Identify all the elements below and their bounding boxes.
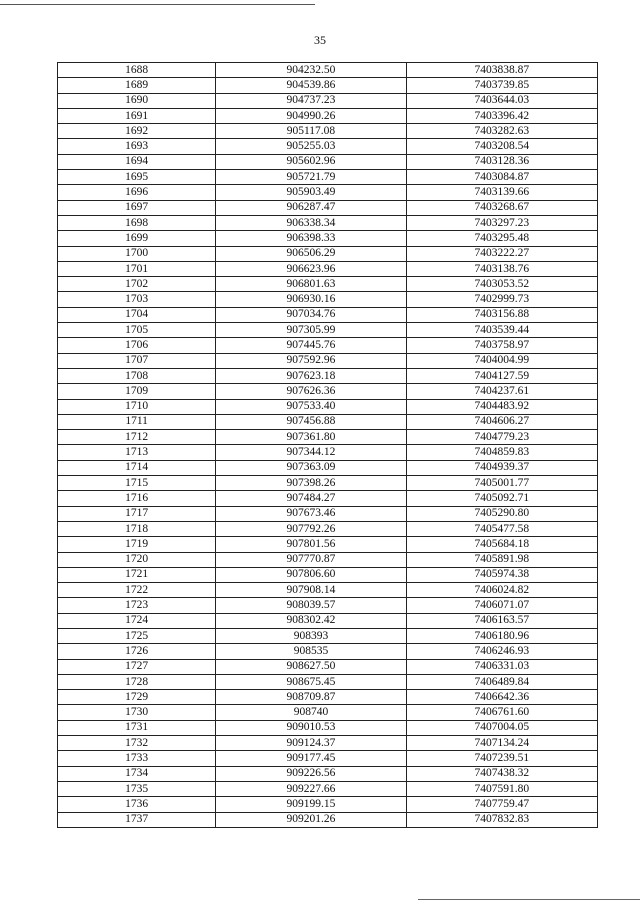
x-coordinate-cell: 907344.12 [216,445,406,460]
table-row [58,430,598,445]
y-coordinate-cell: 7406071.07 [406,598,597,613]
x-coordinate-cell: 904232.50 [216,63,406,78]
point-number-cell: 1728 [58,674,216,689]
point-number-cell: 1693 [58,139,216,154]
point-number-cell: 1725 [58,628,216,643]
point-number-cell: 1721 [58,567,216,582]
y-coordinate-cell: 7407759.47 [406,797,597,812]
table-row [58,598,598,613]
y-coordinate-cell: 7403282.63 [406,124,597,139]
point-number-cell: 1731 [58,720,216,735]
point-number-cell: 1704 [58,307,216,322]
y-coordinate-cell: 7403396.42 [406,108,597,123]
y-coordinate-cell: 7403138.76 [406,261,597,276]
y-coordinate-cell: 7405891.98 [406,552,597,567]
x-coordinate-cell: 909227.66 [216,781,406,796]
x-coordinate-cell: 905602.96 [216,154,406,169]
point-number-cell: 1720 [58,552,216,567]
point-number-cell: 1697 [58,200,216,215]
y-coordinate-cell: 7404483.92 [406,399,597,414]
scan-edge-line-top [0,4,315,5]
point-number-cell: 1737 [58,812,216,827]
table-row [58,781,598,796]
y-coordinate-cell: 7403139.66 [406,185,597,200]
table-row [58,399,598,414]
y-coordinate-cell: 7404859.83 [406,445,597,460]
point-number-cell: 1690 [58,93,216,108]
table-row [58,154,598,169]
table-row [58,751,598,766]
y-coordinate-cell: 7407832.83 [406,812,597,827]
x-coordinate-cell: 906801.63 [216,277,406,292]
table-row [58,690,598,705]
x-coordinate-cell: 907361.80 [216,430,406,445]
point-number-cell: 1712 [58,430,216,445]
x-coordinate-cell: 909010.53 [216,720,406,735]
x-coordinate-cell: 907623.18 [216,368,406,383]
y-coordinate-cell: 7407134.24 [406,736,597,751]
point-number-cell: 1689 [58,78,216,93]
table-row [58,384,598,399]
table-row [58,628,598,643]
table-row [58,491,598,506]
x-coordinate-cell: 907673.46 [216,506,406,521]
point-number-cell: 1699 [58,231,216,246]
table-row [58,445,598,460]
point-number-cell: 1703 [58,292,216,307]
point-number-cell: 1708 [58,368,216,383]
table-row [58,414,598,429]
x-coordinate-cell: 906338.34 [216,215,406,230]
y-coordinate-cell: 7406489.84 [406,674,597,689]
x-coordinate-cell: 907305.99 [216,323,406,338]
x-coordinate-cell: 906506.29 [216,246,406,261]
coordinates-table [57,62,598,828]
table-row [58,567,598,582]
y-coordinate-cell: 7403644.03 [406,93,597,108]
y-coordinate-cell: 7403268.67 [406,200,597,215]
y-coordinate-cell: 7406331.03 [406,659,597,674]
table-row [58,63,598,78]
y-coordinate-cell: 7404237.61 [406,384,597,399]
x-coordinate-cell: 907363.09 [216,460,406,475]
coordinates-table-body [58,63,598,828]
table-row [58,613,598,628]
x-coordinate-cell: 909226.56 [216,766,406,781]
table-row [58,93,598,108]
y-coordinate-cell: 7405684.18 [406,537,597,552]
point-number-cell: 1729 [58,690,216,705]
point-number-cell: 1719 [58,537,216,552]
x-coordinate-cell: 908627.50 [216,659,406,674]
point-number-cell: 1733 [58,751,216,766]
x-coordinate-cell: 906930.16 [216,292,406,307]
point-number-cell: 1726 [58,644,216,659]
y-coordinate-cell: 7404127.59 [406,368,597,383]
x-coordinate-cell: 908675.45 [216,674,406,689]
x-coordinate-cell: 908740 [216,705,406,720]
point-number-cell: 1734 [58,766,216,781]
y-coordinate-cell: 7405001.77 [406,476,597,491]
x-coordinate-cell: 907801.56 [216,537,406,552]
x-coordinate-cell: 907626.36 [216,384,406,399]
point-number-cell: 1727 [58,659,216,674]
y-coordinate-cell: 7403295.48 [406,231,597,246]
y-coordinate-cell: 7403539.44 [406,323,597,338]
point-number-cell: 1692 [58,124,216,139]
point-number-cell: 1698 [58,215,216,230]
table-row [58,170,598,185]
x-coordinate-cell: 907792.26 [216,521,406,536]
y-coordinate-cell: 7403084.87 [406,170,597,185]
table-row [58,644,598,659]
table-row [58,583,598,598]
table-row [58,338,598,353]
point-number-cell: 1724 [58,613,216,628]
point-number-cell: 1718 [58,521,216,536]
table-row [58,108,598,123]
x-coordinate-cell: 907445.76 [216,338,406,353]
table-row [58,674,598,689]
x-coordinate-cell: 907034.76 [216,307,406,322]
table-row [58,476,598,491]
point-number-cell: 1706 [58,338,216,353]
point-number-cell: 1735 [58,781,216,796]
x-coordinate-cell: 908535 [216,644,406,659]
table-row [58,261,598,276]
y-coordinate-cell: 7407239.51 [406,751,597,766]
table-row [58,307,598,322]
point-number-cell: 1722 [58,583,216,598]
y-coordinate-cell: 7403222.27 [406,246,597,261]
table-row [58,812,598,827]
scan-edge-line-bottom [418,899,640,900]
table-row [58,323,598,338]
x-coordinate-cell: 907398.26 [216,476,406,491]
x-coordinate-cell: 904737.23 [216,93,406,108]
y-coordinate-cell: 7403053.52 [406,277,597,292]
x-coordinate-cell: 904539.86 [216,78,406,93]
y-coordinate-cell: 7406024.82 [406,583,597,598]
point-number-cell: 1696 [58,185,216,200]
x-coordinate-cell: 906287.47 [216,200,406,215]
y-coordinate-cell: 7406761.60 [406,705,597,720]
point-number-cell: 1711 [58,414,216,429]
point-number-cell: 1736 [58,797,216,812]
table-row [58,797,598,812]
x-coordinate-cell: 907908.14 [216,583,406,598]
point-number-cell: 1717 [58,506,216,521]
point-number-cell: 1694 [58,154,216,169]
table-row [58,277,598,292]
x-coordinate-cell: 908302.42 [216,613,406,628]
table-row [58,460,598,475]
point-number-cell: 1709 [58,384,216,399]
y-coordinate-cell: 7403838.87 [406,63,597,78]
x-coordinate-cell: 909199.15 [216,797,406,812]
y-coordinate-cell: 7405092.71 [406,491,597,506]
table-row [58,124,598,139]
table-row [58,185,598,200]
x-coordinate-cell: 907484.27 [216,491,406,506]
y-coordinate-cell: 7403128.36 [406,154,597,169]
x-coordinate-cell: 909124.37 [216,736,406,751]
y-coordinate-cell: 7406163.57 [406,613,597,628]
y-coordinate-cell: 7404004.99 [406,353,597,368]
x-coordinate-cell: 905903.49 [216,185,406,200]
table-row [58,200,598,215]
table-row [58,659,598,674]
x-coordinate-cell: 909177.45 [216,751,406,766]
point-number-cell: 1688 [58,63,216,78]
table-row [58,215,598,230]
x-coordinate-cell: 908039.57 [216,598,406,613]
y-coordinate-cell: 7403156.88 [406,307,597,322]
point-number-cell: 1723 [58,598,216,613]
point-number-cell: 1732 [58,736,216,751]
y-coordinate-cell: 7405290.80 [406,506,597,521]
table-row [58,537,598,552]
x-coordinate-cell: 905721.79 [216,170,406,185]
x-coordinate-cell: 907533.40 [216,399,406,414]
y-coordinate-cell: 7407004.05 [406,720,597,735]
point-number-cell: 1702 [58,277,216,292]
point-number-cell: 1714 [58,460,216,475]
y-coordinate-cell: 7406246.93 [406,644,597,659]
table-row [58,736,598,751]
table-row [58,720,598,735]
x-coordinate-cell: 907806.60 [216,567,406,582]
point-number-cell: 1716 [58,491,216,506]
table-row [58,552,598,567]
table-row [58,353,598,368]
table-row [58,766,598,781]
point-number-cell: 1707 [58,353,216,368]
table-row [58,521,598,536]
page-number: 35 [314,33,326,47]
table-row [58,705,598,720]
table-row [58,292,598,307]
y-coordinate-cell: 7407591.80 [406,781,597,796]
x-coordinate-cell: 907770.87 [216,552,406,567]
y-coordinate-cell: 7403758.97 [406,338,597,353]
y-coordinate-cell: 7403739.85 [406,78,597,93]
x-coordinate-cell: 906623.96 [216,261,406,276]
y-coordinate-cell: 7403208.54 [406,139,597,154]
point-number-cell: 1730 [58,705,216,720]
table-row [58,231,598,246]
table-row [58,78,598,93]
point-number-cell: 1701 [58,261,216,276]
y-coordinate-cell: 7402999.73 [406,292,597,307]
y-coordinate-cell: 7407438.32 [406,766,597,781]
x-coordinate-cell: 908709.87 [216,690,406,705]
x-coordinate-cell: 904990.26 [216,108,406,123]
y-coordinate-cell: 7404606.27 [406,414,597,429]
y-coordinate-cell: 7406642.36 [406,690,597,705]
x-coordinate-cell: 907456.88 [216,414,406,429]
point-number-cell: 1695 [58,170,216,185]
x-coordinate-cell: 906398.33 [216,231,406,246]
y-coordinate-cell: 7406180.96 [406,628,597,643]
y-coordinate-cell: 7404939.37 [406,460,597,475]
point-number-cell: 1715 [58,476,216,491]
table-row [58,506,598,521]
table-row [58,139,598,154]
point-number-cell: 1713 [58,445,216,460]
y-coordinate-cell: 7405974.38 [406,567,597,582]
point-number-cell: 1691 [58,108,216,123]
x-coordinate-cell: 909201.26 [216,812,406,827]
x-coordinate-cell: 905117.08 [216,124,406,139]
x-coordinate-cell: 905255.03 [216,139,406,154]
table-row [58,368,598,383]
y-coordinate-cell: 7404779.23 [406,430,597,445]
y-coordinate-cell: 7403297.23 [406,215,597,230]
x-coordinate-cell: 908393 [216,628,406,643]
point-number-cell: 1705 [58,323,216,338]
x-coordinate-cell: 907592.96 [216,353,406,368]
point-number-cell: 1710 [58,399,216,414]
y-coordinate-cell: 7405477.58 [406,521,597,536]
table-row [58,246,598,261]
point-number-cell: 1700 [58,246,216,261]
